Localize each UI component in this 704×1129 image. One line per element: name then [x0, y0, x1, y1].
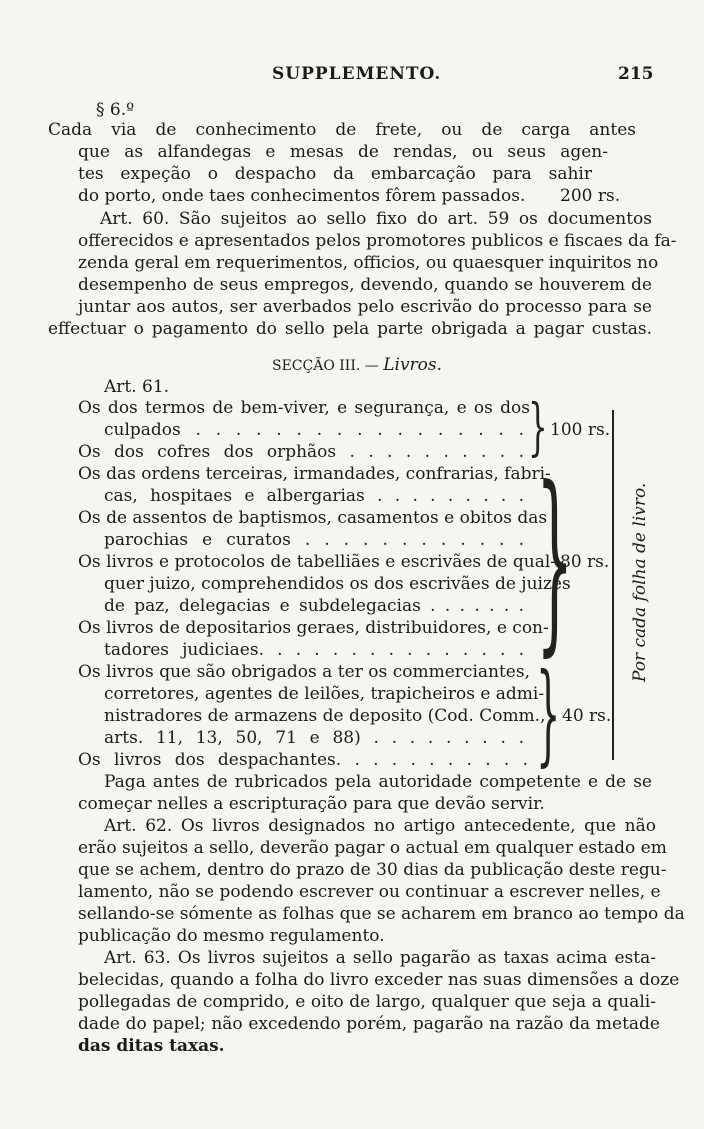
section-heading	[272, 355, 442, 375]
brace-bar	[612, 410, 614, 760]
text-line: lamento, não se podendo escrever ou continuar a escrever nelles, e	[78, 882, 661, 902]
text-line: que as alfandegas e mesas de rendas, ou seus agen-	[78, 142, 608, 162]
text-line: Art. 60. São sujeitos ao sello fixo do art. 59 os documentos	[100, 209, 652, 229]
list-item: Os dos cofres dos orphãos . . . . . . . . . .	[78, 442, 524, 462]
brace: }	[536, 446, 574, 674]
brace: }	[528, 390, 548, 463]
amount: 40 rs.	[562, 706, 612, 726]
amount: 80 rs.	[560, 552, 610, 572]
text-line: publicação do mesmo regulamento.	[78, 926, 385, 946]
text-line: do porto, onde taes conhecimentos fôrem passados.	[78, 186, 526, 206]
text-line: zenda geral em requerimentos, officios, ou quaesquer inquiritos no	[78, 253, 659, 273]
list-item: cas, hospitaes e albergarias . . . . . . . . .	[104, 486, 524, 506]
text-line: sellando-se sómente as folhas que se acharem em branco ao tempo da	[78, 904, 685, 924]
list-item: corretores, agentes de leilões, trapicheiros e admi-	[104, 684, 545, 704]
list-item: Os das ordens terceiras, irmandades, confrarias, fabri-	[78, 464, 551, 484]
text-line: Art. 63. Os livros sujeitos a sello pagarão as taxas acima esta-	[104, 948, 656, 968]
amount: 100 rs.	[550, 420, 611, 440]
text-line: juntar aos autos, ser averbados pelo escrivão do processo para se	[78, 297, 652, 317]
list-item: tadores judiciaes. . . . . . . . . . . . . . .	[104, 640, 524, 660]
text-line: tes expeção o despacho da embarcação para sahir	[78, 164, 592, 184]
text-line: offerecidos e apresentados pelos promotores publicos e fiscaes da fa-	[78, 231, 677, 251]
section-title: Livros.	[383, 355, 443, 375]
list-item: Os livros que são obrigados a ter os commerciantes,	[78, 662, 530, 682]
brace: }	[536, 649, 561, 777]
text-line: começar nelles a escripturação para que devão servir.	[78, 794, 545, 814]
list-item: Os dos termos de bem-viver, e segurança, e os dos	[78, 398, 530, 418]
page-number: 215	[618, 64, 654, 84]
text-line: Paga antes de rubricados pela autoridade competente e de se	[104, 772, 652, 792]
list-item: Os de assentos de baptismos, casamentos e obitos das	[78, 508, 548, 528]
text-line: effectuar o pagamento do sello pela parte obrigada a pagar custas.	[48, 319, 652, 339]
text-line: das ditas taxas.	[78, 1036, 225, 1056]
list-item: quer juizo, comprehendidos os dos escrivães de juizes	[104, 574, 571, 594]
list-item: Os livros dos despachantes. . . . . . . . . . .	[78, 750, 528, 770]
running-header-title: SUPPLEMENTO.	[272, 64, 442, 84]
list-item: parochias e curatos . . . . . . . . . . . .	[104, 530, 524, 550]
list-item: arts. 11, 13, 50, 71 e 88) . . . . . . . . .	[104, 728, 524, 748]
text-line: erão sujeitos a sello, deverão pagar o actual em qualquer estado em	[78, 838, 667, 858]
text-line: Art. 62. Os livros designados no artigo antecedente, que não	[104, 816, 656, 836]
list-item: de paz, delegacias e subdelegacias . . . . . . .	[104, 596, 524, 616]
text-line: pollegadas de comprido, e oito de largo, qualquer que seja a quali-	[78, 992, 656, 1012]
list-item: Os livros e protocolos de tabelliães e escrivães de qual-	[78, 552, 557, 572]
text-line: que se achem, dentro do prazo de 30 dias da publicação deste regu-	[78, 860, 667, 880]
list-item: Os livros de depositarios geraes, distribuidores, e con-	[78, 618, 549, 638]
list-item: culpados . . . . . . . . . . . . . . . . .	[104, 420, 524, 440]
article-heading: Art. 61.	[104, 377, 170, 397]
paragraph-heading: § 6.º	[96, 100, 135, 120]
text-line: dade do papel; não excedendo porém, pagarão na razão da metade	[78, 1014, 660, 1034]
section-prefix: SECÇÃO III. —	[272, 358, 384, 374]
text-line: Cada via de conhecimento de frete, ou de carga antes	[48, 120, 636, 140]
side-note: Por cada folha de livro.	[630, 482, 650, 682]
list-item: nistradores de armazens de deposito (Cod. Comm.,	[104, 706, 546, 726]
text-line: desempenho de seus empregos, devendo, quando se houverem de	[78, 275, 652, 295]
text-line: belecidas, quando a folha do livro exceder nas suas dimensões a doze	[78, 970, 680, 990]
amount: 200 rs.	[560, 186, 621, 206]
